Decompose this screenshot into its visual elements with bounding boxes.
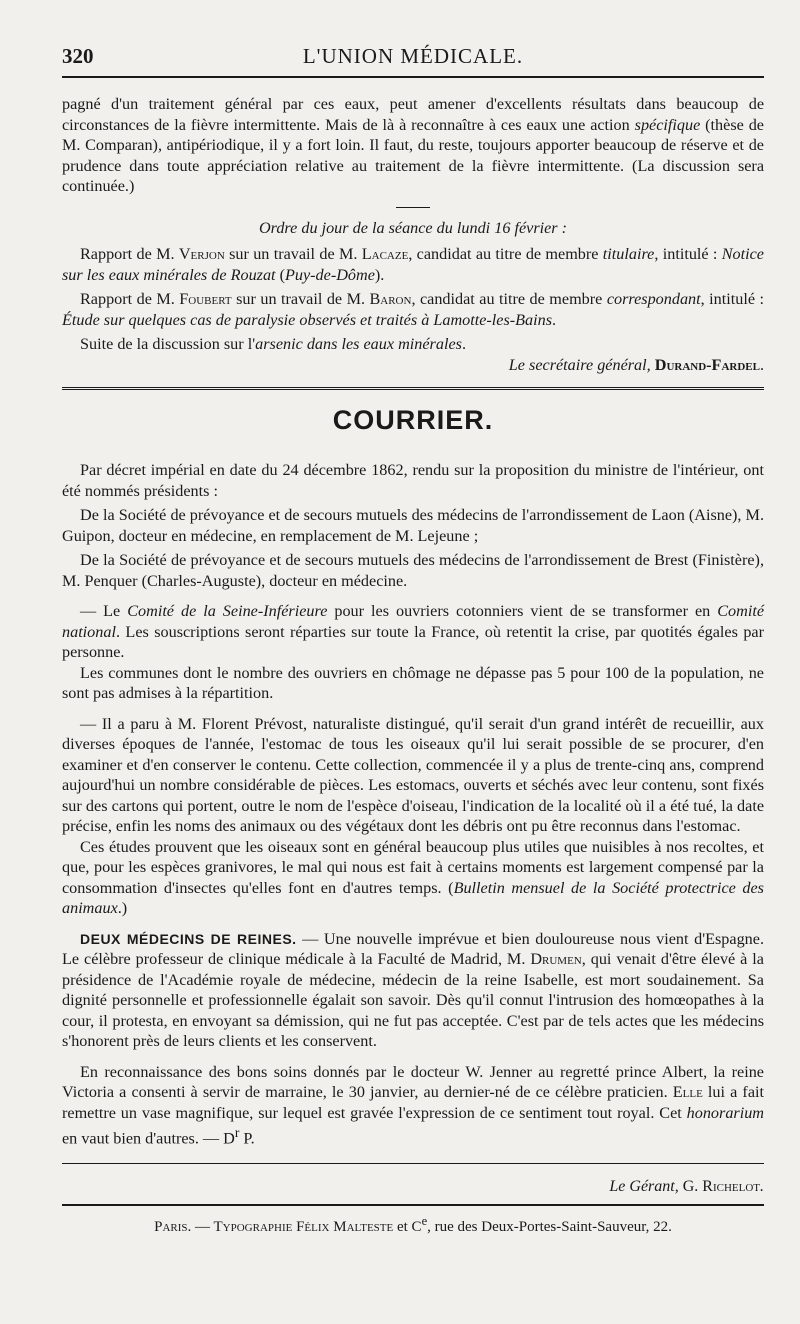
- agenda-item-foubert: Rapport de M. Foubert sur un travail de M. Baron, candidat au titre de membre correspondant, intitulé : Étude sur quelques cas de paralysie observés et traités à Lamotte-les-Bains.: [62, 290, 764, 329]
- imprint: Paris. — Typographie Félix Malteste et Ce, rue des Deux-Portes-Saint-Sauveur, 22.: [154, 1213, 672, 1235]
- page-number: 320: [62, 44, 94, 68]
- agenda-item-verjon: Rapport de M. Verjon sur un travail de M. Lacaze, candidat au titre de membre titulaire, intitulé : Notice sur les eaux minérales de Rouzat (Puy-de-Dôme).: [62, 245, 764, 284]
- section-rule: [62, 387, 764, 391]
- paragraph-brest: De la Société de prévoyance et de secours mutuels des médecins de l'arrondissement de Brest (Finistère), M. Penquer (Charles-Auguste), docteur en médecine.: [62, 551, 764, 590]
- paragraph-jenner: En reconnaissance des bons soins donnés par le docteur W. Jenner au regretté prince Albert, la reine Victoria a consenti à servir de marraine, le 30 janvier, au dernier-né de ce célèbre praticien. Elle lui a fait remettre un vase magnifique, sur lequel est gravée l'expression de ce sentiment tout royal. Cet honorarium en vaut bien d'autres. — $D^r$ P.: [62, 1062, 765, 1148]
- paragraph-comite: — Le Comité de la Seine-Inférieure pour les ouvriers cotonniers vient de se transformer en Comité national. Les souscriptions seront réparties sur toute la France, où retentit la crise, par quotités égales par personne.: [62, 602, 765, 661]
- paragraph-reines: DEUX MÉDECINS DE REINES. — Une nouvelle imprévue et bien douloureuse nous vient d'Espagne. Le célèbre professeur de clinique médicale à la Faculté de Madrid, M. Drumen, qui venait d'être élevé à la présidence de l'Académie royale de médecine, médecin de la reine Isabelle, est mort soudainement. Sa dignité personnelle et professionnelle égalait son savoir. Dès qu'il connut l'intrusion des homœopathes à la cour, il protesta, en envoyant sa démission, qui ne fut pas acceptée. C'est par de tels actes que les médecins s'honorent près de leurs clients et les conservent.: [62, 929, 764, 1050]
- paragraph-decret: Par décret impérial en date du 24 décembre 1862, rendu sur la proposition du ministre de l'intérieur, ont été nommés présidents :: [62, 461, 764, 500]
- agenda-item-arsenic: Suite de la discussion sur l'arsenic dans les eaux minérales.: [80, 335, 466, 353]
- paragraph-communes: Les communes dont le nombre des ouvriers en chômage ne dépasse pas 5 pour 100 de la population, ne sont pas admises à la répartition.: [62, 663, 764, 702]
- separator-dash: [396, 207, 430, 208]
- gerant-signature: Le Gérant, G. Richelot.: [609, 1177, 764, 1195]
- paragraph-prevost: — Il a paru à M. Florent Prévost, naturaliste distingué, qu'il serait d'un grand intérêt de recueillir, aux diverses époques de l'année, l'estomac de tous les oiseaux qu'il lui serait possible de se procurer, d'en examiner et d'en conserver le contenu. Cette collection, commencée il y a plus de trente-cinq ans, comprend aujourd'hui un nombre considérable de pièces. Les estomacs, ouverts et séchés avec leur contenu, sont fixés sur des cartons qui portent, outre le nom de l'espèce d'oiseau, l'indication de la localité où il a été tué, la date précise, enfin les noms des animaux ou des végétaux dont les débris ont pu être reconnus dans l'estomac.: [62, 714, 764, 835]
- courrier-heading: COURRIER.: [332, 405, 494, 435]
- paragraph-etudes: Ces études prouvent que les oiseaux sont en général beaucoup plus utiles que nuisibles à nos recoltes, et que, pour les espèces granivores, le mal qui nous est fait à certains moments est largement compensé par la consommation d'insectes qu'elles font en d'autres temps. (Bulletin mensuel de la Société protectrice des animaux.): [62, 837, 764, 917]
- agenda-title: Ordre du jour de la séance du lundi 16 février :: [258, 218, 568, 237]
- signature-secretaire: Le secrétaire général, Durand-Fardel.: [508, 355, 764, 374]
- footer-rule: [62, 1163, 764, 1164]
- imprint-rule: [62, 1204, 764, 1206]
- journal-title: L'UNION MÉDICALE.: [302, 44, 524, 68]
- paragraph-laon: De la Société de prévoyance et de secours mutuels des médecins de l'arrondissement de Laon (Aisne), M. Guipon, docteur en médecine, en remplacement de M. Lejeune ;: [62, 506, 764, 545]
- running-head: [62, 36, 764, 76]
- paragraph-eaux-fievre: pagné d'un traitement général par ces eaux, peut amener d'excellents résultats dans beaucoup de circonstances de la fièvre intermittente. Mais de là à reconnaître à ces eaux une action spécifique (thèse de M. Comparan), antipériodique, il y a fort loin. Il faut, du reste, toujours apporter beaucoup de réserve et de prudence dans toute appréciation relative au traitement de la fièvre intermittente. (La discussion sera continuée.): [62, 95, 764, 195]
